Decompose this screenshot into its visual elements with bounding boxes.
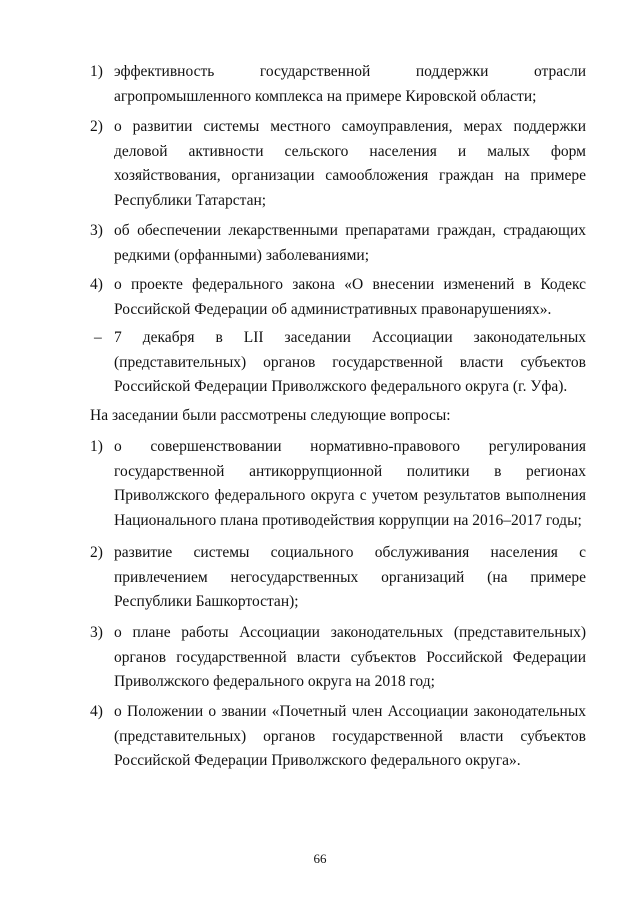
dash-marker: – <box>94 329 102 346</box>
list-marker: 4) <box>90 703 103 720</box>
list-item <box>90 435 586 533</box>
list-item-text: о совершенствовании нормативно-правового регулирования государственной антикоррупционной политики в регионах Приволжского федерального округа с учетом результатов выполнения Национального плана противодействия коррупции на 2016–2017 годы; <box>114 438 586 529</box>
list-item <box>90 700 586 774</box>
paragraph: На заседании были рассмотрены следующие вопросы: <box>90 407 451 424</box>
list-item-text: об обеспечении лекарственными препаратами граждан, страдающих редкими (орфанными) заболеваниями; <box>114 222 586 264</box>
list-item-text: о плане работы Ассоциации законодательных (представительных) органов государственной власти субъектов Российской Федерации Приволжского федерального округа на 2018 год; <box>114 624 586 691</box>
list-marker: 2) <box>90 118 103 135</box>
list-item <box>90 60 586 109</box>
list-item <box>90 541 586 615</box>
list-item-text: эффективность государственной поддержки отрасли агропромышленного комплекса на примере Кировской области; <box>114 63 586 105</box>
list-marker: 2) <box>90 544 103 561</box>
list-item-text: о проекте федерального закона «О внесении изменений в Кодекс Российской Федерации об административных правонарушениях». <box>114 276 586 318</box>
list-marker: 4) <box>90 276 103 293</box>
list-item-text: развитие системы социального обслуживания населения с привлечением негосударственных организаций (на примере Республики Башкортостан); <box>114 544 586 611</box>
list-marker: 1) <box>90 63 103 80</box>
list-marker: 3) <box>90 624 103 641</box>
list-marker: 1) <box>90 438 103 455</box>
list-item <box>90 115 586 213</box>
list-item <box>90 621 586 695</box>
list-item-text: о развитии системы местного самоуправления, мерах поддержки деловой активности сельского населения и малых форм хозяйствования, организации самообложения граждан на примере Республики Татарстан; <box>114 118 586 209</box>
list-item-text: о Положении о звании «Почетный член Ассоциации законодательных (представительных) органов государственной власти субъектов Российской Федерации Приволжского федерального округа». <box>114 703 586 770</box>
dash-item-text: 7 декабря в LII заседании Ассоциации законодательных (представительных) органов государственной власти субъектов Российской Федерации Приволжского федерального округа (г. Уфа). <box>114 329 586 396</box>
page-number: 66 <box>313 851 327 866</box>
dash-list-item <box>90 326 586 400</box>
list-item <box>90 219 586 268</box>
list-item <box>90 273 586 322</box>
list-marker: 3) <box>90 222 103 239</box>
